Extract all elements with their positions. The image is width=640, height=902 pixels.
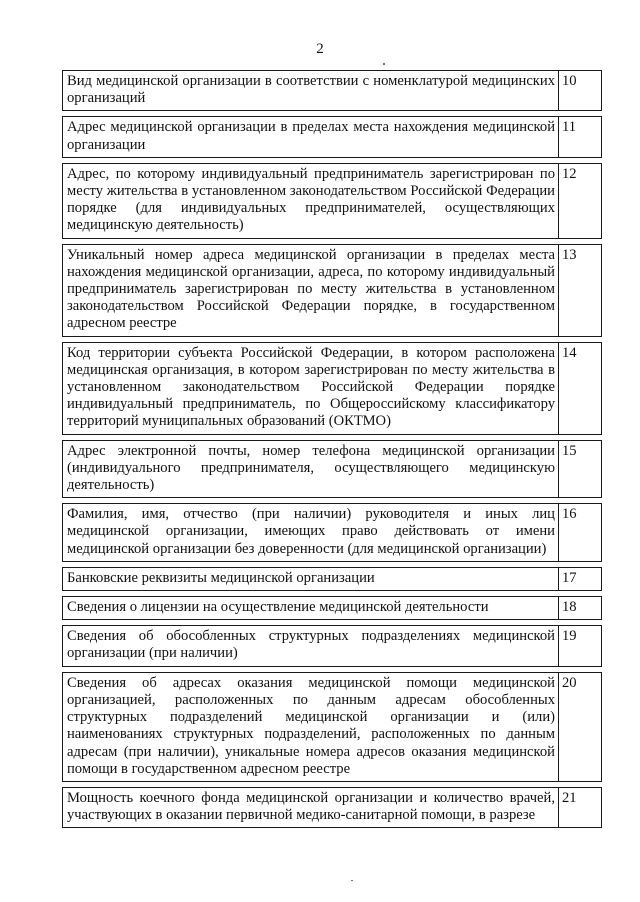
field-number: 21: [559, 787, 602, 827]
field-description: Адрес, по которому индивидуальный предприниматель зарегистрирован по месту жительства в установленном законодательством Российской Федерации порядке (для индивидуальных предпринимателей, осуществляющих медицинскую деятельность): [63, 163, 559, 238]
field-description: Вид медицинской организации в соответствии с номенклатурой медицинских организаций: [63, 71, 559, 111]
table-row: [63, 626, 602, 666]
table-row: [63, 672, 602, 781]
field-number: 16: [559, 504, 602, 562]
field-number: 17: [559, 567, 602, 590]
field-number: 11: [559, 117, 602, 157]
field-description: Адрес электронной почты, номер телефона медицинской организации (индивидуального предпринимателя, осуществляющего медицинскую деятельность): [63, 440, 559, 498]
field-number: 12: [559, 163, 602, 238]
table-row: [63, 71, 602, 111]
scan-speck: [383, 63, 385, 65]
field-description: Сведения о лицензии на осуществление медицинской деятельности: [63, 597, 559, 620]
field-number: 18: [559, 597, 602, 620]
field-description: Адрес медицинской организации в пределах места нахождения медицинской организации: [63, 117, 559, 157]
scan-speck: [351, 880, 353, 881]
table-row: [63, 163, 602, 238]
field-description: Мощность коечного фонда медицинской организации и количество врачей, участвующих в оказании первичной медико-санитарной помощи, в разрезе: [63, 787, 559, 827]
table-row: [63, 567, 602, 590]
table-row: [63, 440, 602, 498]
page-number: 2: [316, 41, 324, 57]
field-description: Сведения об обособленных структурных подразделениях медицинской организации (при наличии): [63, 626, 559, 666]
field-number: 20: [559, 672, 602, 781]
table-row: [63, 597, 602, 620]
field-description: Уникальный номер адреса медицинской организации в пределах места нахождения медицинской организации, адреса, по которому индивидуальный предприниматель зарегистрирован по месту жительства в установленном законодательством Российской Федерации порядке, в государственном адресном реестре: [63, 244, 559, 336]
field-description: Банковские реквизиты медицинской организации: [63, 567, 559, 590]
field-description: Сведения об адресах оказания медицинской помощи медицинской организацией, расположенных по данным адресам обособленных структурных подразделений медицинской организации и (или) наименованиях структурных подразделений, расположенных по данным адресам (при наличии), уникальные номера адресов оказания медицинской помощи в государственном адресном реестре: [63, 672, 559, 781]
field-description: Фамилия, имя, отчество (при наличии) руководителя и иных лиц медицинской организации, имеющих право действовать от имени медицинской организации без доверенности (для медицинской организации): [63, 504, 559, 562]
field-description: Код территории субъекта Российской Федерации, в котором расположена медицинская организация, в котором зарегистрирован по месту жительства в установленном законодательством Российской Федерации порядке индивидуальный предприниматель, по Общероссийскому классификатору территорий муниципальных образований (ОКТМО): [63, 342, 559, 434]
table-row: [63, 244, 602, 336]
table-row: [63, 117, 602, 157]
field-number: 10: [559, 71, 602, 111]
field-number: 15: [559, 440, 602, 498]
data-fields-table: [62, 70, 602, 828]
table-row: [63, 504, 602, 562]
field-number: 14: [559, 342, 602, 434]
field-number: 19: [559, 626, 602, 666]
table-row: [63, 787, 602, 827]
table-row: [63, 342, 602, 434]
field-number: 13: [559, 244, 602, 336]
